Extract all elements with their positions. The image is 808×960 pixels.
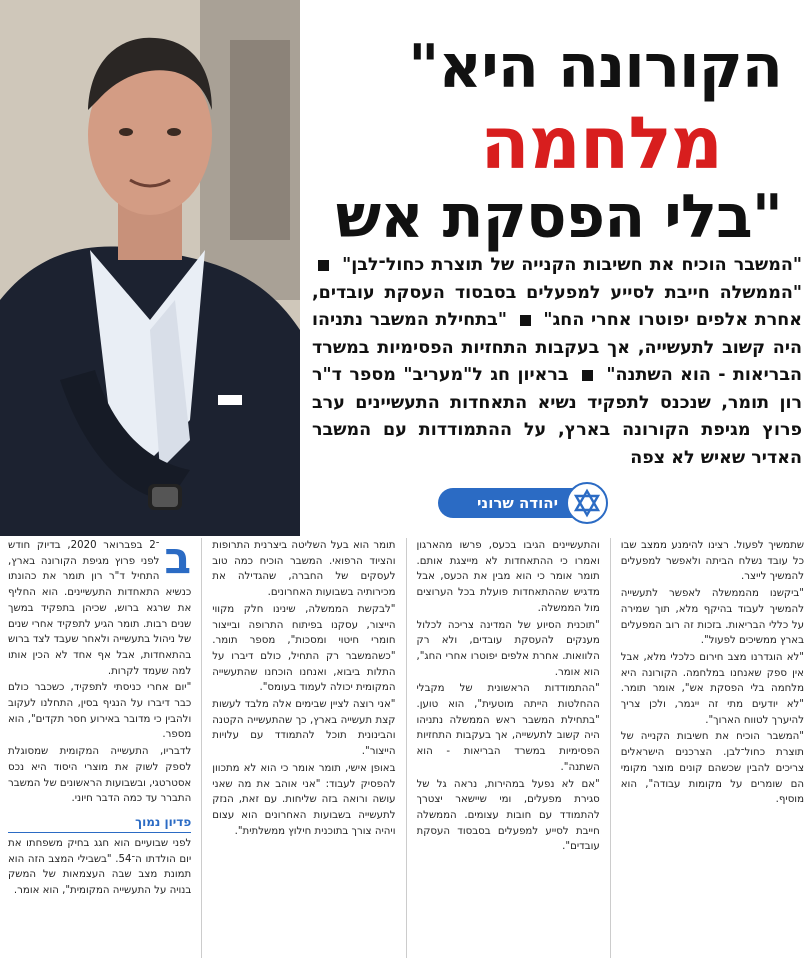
paragraph: באופן אישי, תומר אומר כי הוא לא מתכוון להפסיק לעבוד: "אני אוהב את מה שאני עושה ורואה בזה שליחות. עם זאת, הנזק לתעשייה בשבועות האחרונים הוא עצום ויהיה צורך בתוכנית חילוץ ממשלתית". <box>212 762 396 837</box>
column-divider <box>610 538 611 958</box>
column-divider <box>406 538 407 958</box>
paragraph: ־2 בפברואר 2020, בדיוק חודש לפני פרוץ מגיפת הקורונה בארץ, התחיל ד"ר רון תומר את כהונתו כנשיא התאחדות התעשיינים. הוא החליף את שרגא ברוש, שכיהן בתפקיד במשך שנים רבות. תומר הגיע לתפקיד אחרי שנים של ניהול בתעשייה ולאחר שעבד לצד ברוש בהתאחדות, אבל אף אחד לא הכין אותו למה שעמד לקרות. <box>8 540 192 677</box>
headline-line-2: מלחמה <box>480 101 722 185</box>
section-heading: פדיון נמוך <box>8 813 191 833</box>
byline <box>438 488 598 518</box>
article-body <box>8 538 804 958</box>
paragraph: "המשבר הוכיח את חשיבות הקנייה של תוצרת כחול־לבן. הצרכנים הישראלים צריכים להבין שכשהם קונים מוצר מקומי הם שומרים על מקומות עבודה", הוא מוסיף. <box>620 731 804 806</box>
square-bullet-icon <box>582 370 593 381</box>
paragraph: "אני רוצה לציין שבימים אלה מלבד לעשות קצת תעשייה בארץ, כך שהתעשייה הקטנה והבינונית תוכל להתמודד עם עלויות הייצור". <box>212 699 396 758</box>
headline-line-3: "בלי הפסקת אש <box>335 182 782 252</box>
subheading <box>312 252 802 472</box>
headline-line-1: הקורונה היא" <box>408 32 782 102</box>
article-column-3 <box>417 538 600 958</box>
subheading-quote-2: "הממשלה חייבת לסייע למפעלים בסבסוד העסקת עובדים, אחרת אלפים יפוטרו אחרי החג" <box>312 282 803 330</box>
portrait-photo <box>0 0 300 536</box>
paragraph: "לבקשת הממשלה, שינינו חלק מקווי הייצור, עסקנו בפיתוח התרופה ובייצור חומרי חיטוי ומסכות", מספר תומר. "כשהמשבר רק התחיל, כולם דיברו על התלות ביבוא, ואנחנו הוכחנו שהתעשייה המקומית יכולה לעמוד בעומס". <box>212 603 396 694</box>
article-column-1 <box>8 538 191 958</box>
column-divider <box>201 538 202 958</box>
paragraph: לפני שבועיים הוא חגג בחיק משפחתו את יום הולדתו ה־54. "בשבילי המצב הזה הוא תמונת מצב שבה העצמאות של המשק בנויה על התעשייה המקומית", הוא אומר. <box>8 837 192 897</box>
drop-cap: ב <box>164 538 192 584</box>
portrait-illustration <box>0 0 300 536</box>
paragraph: תומר הוא בעל השליטה ביצרנית התרופות והציוד הרפואי. המשבר הוכיח כמה טוב לעסקים של החברה, שהגדילה את מכירותיה בשבועות האחרונים. <box>212 540 396 599</box>
square-bullet-icon <box>520 315 531 326</box>
paragraph: לדבריו, התעשייה המקומית שמסוגלת לספק לשוק את מוצרי היסוד היא נכס אסטרטגי, ובשבועות הראשונים של המשבר התברר עד כמה הדבר חיוני. <box>8 746 192 805</box>
paragraph: "תוכנית הסיוע של המדינה צריכה לכלול מענקים להעסקת עובדים, ולא רק הלוואות. אחרת אלפים יפוטרו אחרי החג", הוא אומר. <box>416 619 600 678</box>
paragraph: "ההתמודדות הראשונית של מקבלי ההחלטות הייתה מוטעית", הוא טוען. "בתחילת המשבר ראש הממשלה נתניהו היה קשוב לתעשייה, אך בעקבות התחזיות הפסימיות במשרד הבריאות - הוא השתנה". <box>416 683 600 773</box>
paragraph: "יום אחרי כניסתי לתפקיד, כשכבר כולם כבר דיברו על הנגיף בסין, התחלנו לעקוב ולהבין כי מדובר באירוע חסר תקדים", הוא מספר. <box>8 682 192 741</box>
byline-author: יהודה שרוני <box>477 494 558 512</box>
headline <box>300 30 808 260</box>
subheading-intro: בראיון חג ל"מעריב" מספר ד"ר רון תומר, שנכנס לתפקיד נשיא התאחדות התעשיינים ערב פרוץ מגיפת הקורונה בארץ, על ההתמודדות עם המשבר האדיר שאיש לא צפה <box>312 365 802 468</box>
star-of-david-icon <box>566 482 608 524</box>
paragraph: "ביקשנו מהממשלה לאפשר לתעשייה להמשיך לעבוד בהיקף מלא, תוך שמירה על כללי הבריאות. בזכות זה רוב המפעלים בארץ ממשיכים לפעול". <box>620 588 804 647</box>
subheading-quote-1: "המשבר הוכיח את חשיבות הקנייה של תוצרת כחול־לבן" <box>342 255 802 275</box>
article-column-2 <box>212 538 395 958</box>
paragraph: שתמשיך לפעול. רצינו להימנע ממצב שבו כל עובד נשלח הביתה ולאפשר למפעלים להמשיך לייצר. <box>620 540 804 583</box>
paragraph: "אם לא נפעל במהירות, נראה גל של סגירת מפעלים, ומי שיישאר יצטרך להתמודד עם חובות עצומים. הממשלה חייבת לסייע למפעלים בסבסוד העסקת עובדים". <box>416 778 600 853</box>
paragraph: "לא הוגדרנו מצב חירום כלכלי מלא, אבל אין ספק שאנחנו במלחמה. הקורונה היא מלחמה בלי הפסקת אש", אומר תומר. "לא יודעים מתי זה ייגמר, ולכן צריך להיערך לטווח הארוך". <box>620 651 804 726</box>
article-column-4 <box>621 538 804 958</box>
square-bullet-icon <box>318 260 329 271</box>
subheading-quote-3: "בתחילת המשבר נתניהו היה קשוב לתעשייה, אך בעקבות התחזיות הפסימיות במשרד הבריאות - הוא השתנה" <box>312 310 803 385</box>
paragraph: והתעשיינים הגיבו בכעס, פרשו מהארגון ואמרו כי ההתאחדות לא מייצגת אותם. תומר אומר כי הוא מבין את הכעס, אבל מדגיש שההתאחדות פועלת בכל הערוצים מול הממשלה. <box>416 540 600 614</box>
